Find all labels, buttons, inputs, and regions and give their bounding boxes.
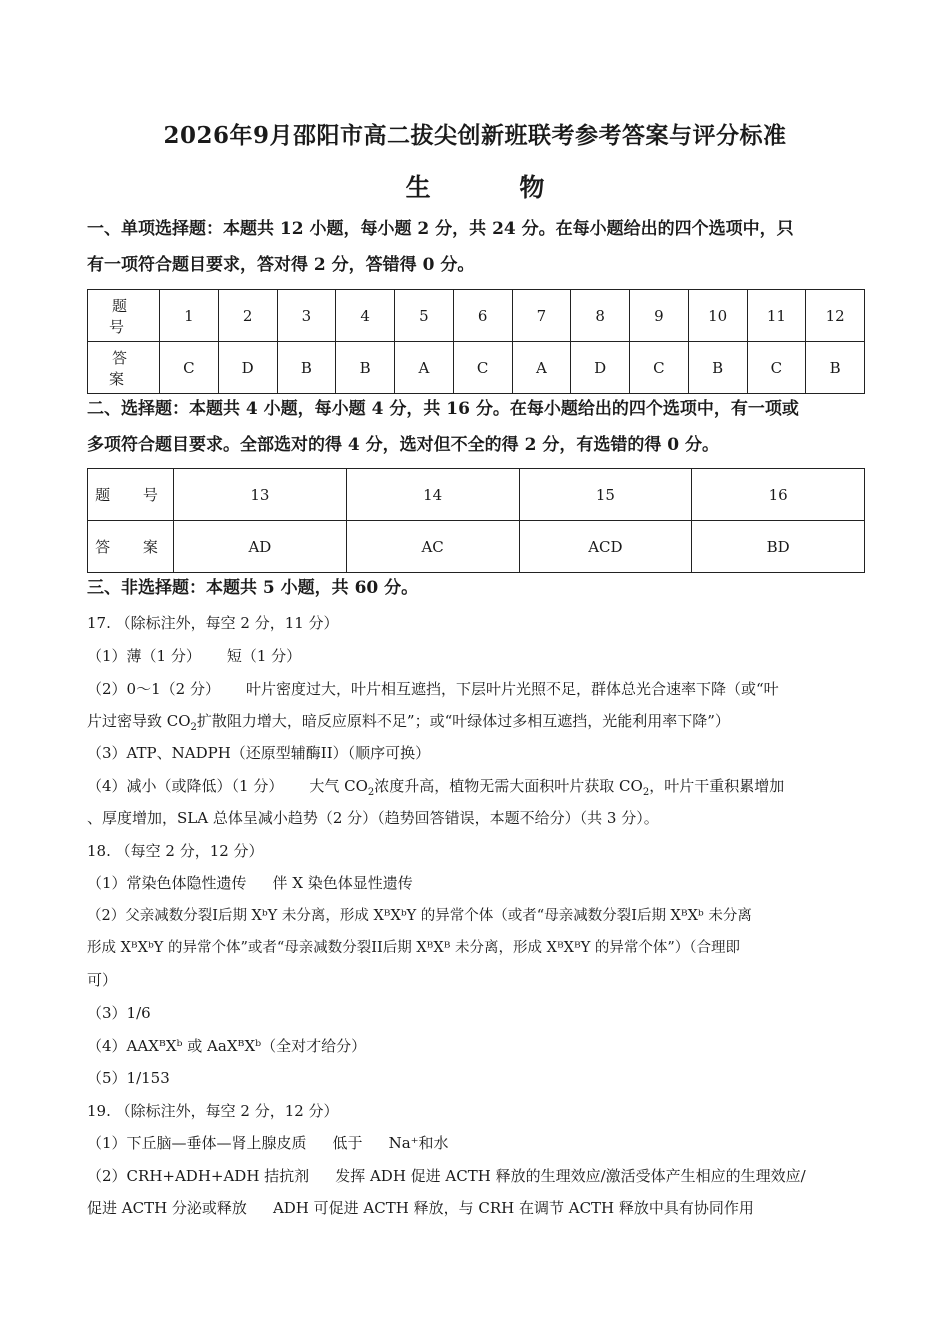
q17-part4-line2: 、厚度增加，SLA 总体呈减小趋势（2 分）（趋势回答错误，本题不给分）（共 3 分）。 [87, 809, 659, 827]
answer-cell: A [395, 342, 454, 394]
question-number: 10 [688, 290, 747, 342]
answer-cell: B [336, 342, 395, 394]
section1-heading-line2: 有一项符合题目要求，答对得 2 分，答错得 0 分。 [87, 255, 475, 275]
page-title: 2026年9月邵阳市高二拔尖创新班联考参考答案与评分标准 [163, 122, 787, 149]
answer-cell: C [630, 342, 689, 394]
question-number: 6 [453, 290, 512, 342]
q18-part5: （5）1/153 [87, 1069, 170, 1087]
answer-cell: D [571, 342, 630, 394]
q17-part2-answer-b: 叶片密度过大，叶片相互遮挡，下层叶片光照不足，群体总光合速率下降（或“叶 [245, 680, 779, 698]
subscript-2: 2 [642, 787, 650, 798]
row-label-question: 题 号 [88, 469, 174, 521]
table-row-numbers [88, 290, 865, 342]
subscript-2: 2 [367, 787, 375, 798]
section1-answer-table [87, 289, 865, 394]
question-number: 2 [218, 290, 277, 342]
q18-part2-line3: 可） [87, 971, 118, 989]
answer-cell: A [512, 342, 571, 394]
question-number: 3 [277, 290, 336, 342]
answer-cell: C [453, 342, 512, 394]
q19-part1-answer-a: （1）下丘脑—垂体—肾上腺皮质 [87, 1134, 307, 1152]
answer-cell: AC [346, 521, 519, 573]
q18-part4: （4）AAXᴮXᵇ 或 AaXᴮXᵇ（全对才给分） [87, 1037, 367, 1055]
answer-cell: AD [174, 521, 347, 573]
q17-part4-text-post: ，叶片干重积累增加 [649, 777, 785, 795]
q19-part1-answer-c: Na⁺和水 [388, 1134, 449, 1152]
q19-part2-line1 [87, 1160, 867, 1192]
question-number: 4 [336, 290, 395, 342]
question-number: 11 [747, 290, 806, 342]
question-number: 1 [160, 290, 219, 342]
section1-heading-line1: 一、单项选择题：本题共 12 小题，每小题 2 分，共 24 分。在每小题给出的四个选项中，只 [87, 219, 794, 239]
table-row-numbers [88, 469, 865, 521]
section2-heading-line2: 多项符合题目要求。全部选对的得 4 分，选对但不全的得 2 分，有选错的得 0 分。 [87, 435, 719, 455]
q18-part2-line1: （2）父亲减数分裂I后期 XᵇY 未分离，形成 XᴮXᵇY 的异常个体（或者“母亲减数分裂I后期 XᴮXᵇ 未分离 [87, 908, 752, 924]
table-row-answers [88, 521, 865, 573]
q18-part1-answer-b: 伴 X 染色体显性遗传 [272, 874, 413, 892]
row-label-question: 题 号 [88, 290, 160, 342]
answer-cell: ACD [519, 521, 692, 573]
answer-cell: C [160, 342, 219, 394]
q18-part1-answer-a: （1）常染色体隐性遗传 [87, 874, 247, 892]
subject-title: 生 物 [405, 173, 585, 202]
q19-part1-answer-b: 低于 [332, 1134, 363, 1152]
row-label-answer: 答 案 [88, 521, 174, 573]
q19-header: 19. （除标注外，每空 2 分，12 分） [87, 1102, 339, 1120]
question-number: 8 [571, 290, 630, 342]
answer-cell: B [806, 342, 865, 394]
q17-part2-text-pre: 片过密导致 CO [87, 712, 191, 730]
q18-part1 [87, 867, 867, 899]
question-number: 16 [692, 469, 865, 521]
question-number: 13 [174, 469, 347, 521]
q17-part4-answer-a: （4）减小（或降低）（1 分） [87, 777, 284, 795]
q19-part2-answer-d: ADH 可促进 ACTH 释放，与 CRH 在调节 ACTH 释放中具有协同作用 [272, 1199, 754, 1217]
question-number: 7 [512, 290, 571, 342]
q19-part2-answer-c: 促进 ACTH 分泌或释放 [87, 1199, 247, 1217]
answer-cell: B [277, 342, 336, 394]
question-number: 14 [346, 469, 519, 521]
q18-header: 18. （每空 2 分，12 分） [87, 842, 264, 860]
q19-part2-answer-a: （2）CRH+ADH+ADH 拮抗剂 [87, 1167, 310, 1185]
section3-heading: 三、非选择题：本题共 5 小题，共 60 分。 [87, 578, 419, 598]
q17-part2-answer-a: （2）0～1（2 分） [87, 680, 220, 698]
q19-part1 [87, 1127, 867, 1159]
q17-part1 [87, 640, 867, 672]
answer-cell: B [688, 342, 747, 394]
question-number: 5 [395, 290, 454, 342]
question-number: 9 [630, 290, 689, 342]
section2-heading-line1: 二、选择题：本题共 4 小题，每小题 4 分，共 16 分。在每小题给出的四个选项中，有一项或 [87, 399, 799, 419]
q17-part3: （3）ATP、NADPH（还原型辅酶II）（顺序可换） [87, 744, 431, 762]
subscript-2: 2 [190, 722, 197, 733]
answer-cell: C [747, 342, 806, 394]
q17-part2-text-post: 扩散阻力增大，暗反应原料不足”；或“叶绿体过多相互遮挡，光能利用率下降”） [196, 712, 730, 730]
q17-part2-line1 [87, 673, 867, 705]
section2-answer-table [87, 468, 865, 573]
q17-part4-text-mid: 浓度升高，植物无需大面积叶片获取 CO [374, 777, 643, 795]
q18-part2-line2: 形成 XᴮXᵇY 的异常个体”或者“母亲减数分裂II后期 XᴮXᴮ 未分离，形成 XᴮXᴮY 的异常个体”）（合理即 [87, 940, 741, 956]
answer-cell: D [218, 342, 277, 394]
q17-part1-answer-b: 短（1 分） [226, 647, 302, 665]
answer-cell: BD [692, 521, 865, 573]
question-number: 12 [806, 290, 865, 342]
q17-part4-text-pre: 大气 CO [309, 777, 368, 795]
row-label-answer: 答 案 [88, 342, 160, 394]
question-number: 15 [519, 469, 692, 521]
q18-part3: （3）1/6 [87, 1004, 151, 1022]
q17-part1-answer-a: （1）薄（1 分） [87, 647, 201, 665]
q17-header: 17. （除标注外，每空 2 分，11 分） [87, 614, 339, 632]
table-row-answers [88, 342, 865, 394]
q19-part2-answer-b: 发挥 ADH 促进 ACTH 释放的生理效应/激活受体产生相应的生理效应/ [335, 1167, 806, 1185]
q19-part2-line2 [87, 1192, 867, 1224]
